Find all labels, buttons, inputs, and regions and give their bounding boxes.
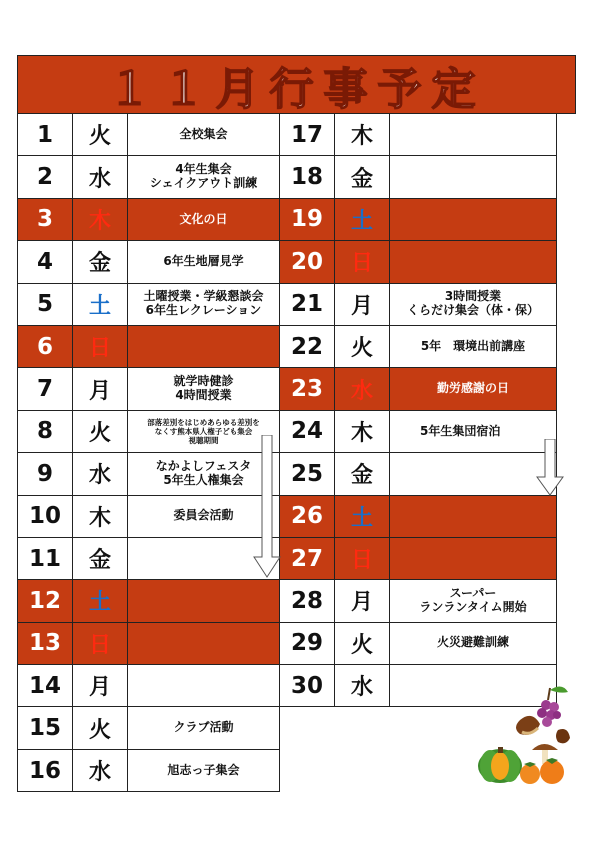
date-cell: 8 <box>17 411 73 453</box>
weekday-cell: 火 <box>335 326 390 368</box>
date-cell: 9 <box>17 453 73 495</box>
event-cell <box>128 580 280 622</box>
event-cell <box>128 326 280 368</box>
weekday-cell: 土 <box>335 496 390 538</box>
event-cell: 委員会活動 <box>128 496 280 538</box>
calendar-row <box>280 453 557 495</box>
weekday-cell: 金 <box>335 453 390 495</box>
title-banner <box>17 55 576 114</box>
grape-icon <box>537 686 568 727</box>
calendar-row <box>17 326 280 368</box>
event-cell: 土曜授業・学級懇談会 6年生レクレーション <box>128 284 280 326</box>
event-cell: 6年生地層見学 <box>128 241 280 283</box>
calendar-row <box>17 538 280 580</box>
calendar-row <box>17 750 280 792</box>
weekday-cell: 水 <box>73 156 128 198</box>
date-cell: 16 <box>17 750 73 792</box>
date-cell: 13 <box>17 623 73 665</box>
weekday-cell: 日 <box>335 538 390 580</box>
autumn-harvest-illustration <box>462 680 574 788</box>
date-cell: 7 <box>17 368 73 410</box>
date-cell: 5 <box>17 284 73 326</box>
event-cell <box>128 665 280 707</box>
calendar-row <box>17 411 280 453</box>
date-cell: 19 <box>280 199 335 241</box>
weekday-cell: 水 <box>335 368 390 410</box>
calendar-row <box>17 199 280 241</box>
date-cell: 24 <box>280 411 335 453</box>
calendar-row <box>17 114 280 156</box>
event-cell: スーパー ランランタイム開始 <box>390 580 557 622</box>
weekday-cell: 金 <box>73 538 128 580</box>
date-cell: 1 <box>17 114 73 156</box>
page-title: １１月行事予定 <box>107 63 486 115</box>
date-cell: 2 <box>17 156 73 198</box>
calendar-row <box>280 623 557 665</box>
weekday-cell: 火 <box>73 114 128 156</box>
weekday-cell: 木 <box>335 114 390 156</box>
calendar-row <box>280 368 557 410</box>
event-cell: クラブ活動 <box>128 707 280 749</box>
event-cell: 全校集会 <box>128 114 280 156</box>
chestnut-icon <box>516 716 540 735</box>
calendar-row <box>17 580 280 622</box>
calendar-row <box>280 580 557 622</box>
date-cell: 14 <box>17 665 73 707</box>
event-cell: 5年 環境出前講座 <box>390 326 557 368</box>
date-cell: 29 <box>280 623 335 665</box>
event-cell <box>390 538 557 580</box>
calendar-row <box>17 707 280 749</box>
event-cell <box>390 156 557 198</box>
weekday-cell: 日 <box>335 241 390 283</box>
date-cell: 25 <box>280 453 335 495</box>
weekday-cell: 火 <box>335 623 390 665</box>
event-cell: 5年生集団宿泊 <box>390 411 557 453</box>
date-cell: 28 <box>280 580 335 622</box>
date-cell: 3 <box>17 199 73 241</box>
calendar-row <box>17 241 280 283</box>
calendar-row <box>280 199 557 241</box>
calendar-row <box>17 368 280 410</box>
date-cell: 11 <box>17 538 73 580</box>
calendar-row <box>17 496 280 538</box>
date-cell: 15 <box>17 707 73 749</box>
event-cell <box>390 453 557 495</box>
event-cell: 火災避難訓練 <box>390 623 557 665</box>
weekday-cell: 木 <box>73 496 128 538</box>
weekday-cell: 月 <box>73 665 128 707</box>
weekday-cell: 金 <box>73 241 128 283</box>
event-cell: 旭志っ子集会 <box>128 750 280 792</box>
weekday-cell: 月 <box>73 368 128 410</box>
date-cell: 12 <box>17 580 73 622</box>
weekday-cell: 水 <box>335 665 390 707</box>
calendar-row <box>17 623 280 665</box>
chestnut-icon <box>556 729 570 743</box>
calendar-row <box>17 453 280 495</box>
calendar-row <box>280 114 557 156</box>
weekday-cell: 木 <box>73 199 128 241</box>
date-cell: 27 <box>280 538 335 580</box>
date-cell: 17 <box>280 114 335 156</box>
weekday-cell: 火 <box>73 411 128 453</box>
date-cell: 6 <box>17 326 73 368</box>
calendar-row <box>17 665 280 707</box>
date-cell: 26 <box>280 496 335 538</box>
event-cell: なかよしフェスタ 5年生人権集会 <box>128 453 280 495</box>
event-cell <box>390 199 557 241</box>
weekday-cell: 水 <box>73 750 128 792</box>
date-cell: 20 <box>280 241 335 283</box>
date-cell: 21 <box>280 284 335 326</box>
calendar-row <box>17 284 280 326</box>
calendar-row <box>280 538 557 580</box>
calendar-row <box>280 241 557 283</box>
right-column <box>280 114 557 707</box>
calendar-row <box>280 411 557 453</box>
event-cell <box>390 114 557 156</box>
event-cell <box>390 241 557 283</box>
schedule-sheet <box>17 55 577 791</box>
calendar-row <box>280 284 557 326</box>
weekday-cell: 日 <box>73 623 128 665</box>
weekday-cell: 土 <box>335 199 390 241</box>
pumpkin-icon <box>478 747 522 783</box>
date-cell: 30 <box>280 665 335 707</box>
event-cell: 就学時健診 4時間授業 <box>128 368 280 410</box>
weekday-cell: 金 <box>335 156 390 198</box>
date-cell: 18 <box>280 156 335 198</box>
calendar-row <box>280 496 557 538</box>
date-cell: 23 <box>280 368 335 410</box>
event-cell: 文化の日 <box>128 199 280 241</box>
weekday-cell: 水 <box>73 453 128 495</box>
date-cell: 10 <box>17 496 73 538</box>
weekday-cell: 日 <box>73 326 128 368</box>
calendar-row <box>280 156 557 198</box>
event-cell: 4年生集会 シェイクアウト訓練 <box>128 156 280 198</box>
event-cell: 勤労感謝の日 <box>390 368 557 410</box>
weekday-cell: 木 <box>335 411 390 453</box>
calendar-row <box>17 156 280 198</box>
weekday-cell: 月 <box>335 284 390 326</box>
event-cell: 部落差別をはじめあらゆる差別を なくす熊本県人権子ども集会 視聴期間 <box>128 411 280 453</box>
weekday-cell: 土 <box>73 284 128 326</box>
date-cell: 22 <box>280 326 335 368</box>
left-column <box>17 114 280 792</box>
weekday-cell: 土 <box>73 580 128 622</box>
event-cell: 3時間授業 くらだけ集会（体・保） <box>390 284 557 326</box>
event-cell <box>390 496 557 538</box>
date-cell: 4 <box>17 241 73 283</box>
calendar-row <box>280 326 557 368</box>
weekday-cell: 火 <box>73 707 128 749</box>
weekday-cell: 月 <box>335 580 390 622</box>
event-cell <box>128 623 280 665</box>
continuation-arrow-left <box>252 435 282 579</box>
continuation-arrow-right <box>535 439 565 497</box>
